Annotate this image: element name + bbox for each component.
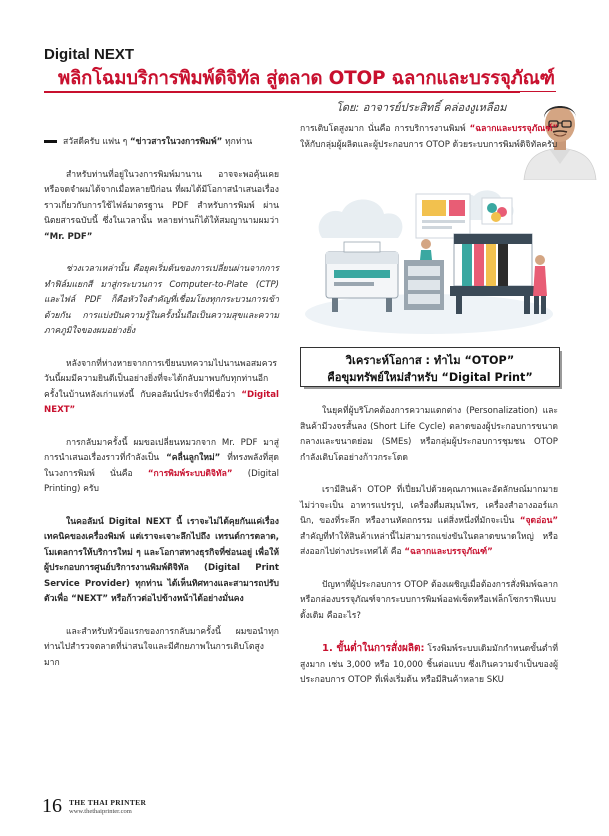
- paragraph-continued: [300, 122, 558, 153]
- box-frame: [300, 347, 560, 387]
- paragraph-mark: [44, 140, 57, 143]
- text: การเติบโตสูงมาก นั่นคือ การบริการงานพิมพ์: [300, 124, 470, 134]
- text-highlight: “การพิมพ์ระบบดิจิทัล”: [147, 468, 233, 479]
- paragraph-point-1: [300, 641, 558, 689]
- text-emphasis: “Mr. PDF”: [44, 231, 93, 242]
- section-label: Digital NEXT: [44, 46, 135, 63]
- print-shop-illustration: [304, 186, 554, 334]
- title-divider: [44, 91, 556, 93]
- text-highlight: “ฉลากและบรรจุภัณฑ์”: [469, 124, 558, 134]
- text: การกลับมาครั้งนี้ ผมขอเปลี่ยนหมวกจาก Mr. PDF มาสู่การนำเสนอเรื่องราวที่กำลังเป็น: [44, 437, 279, 463]
- text: เรามีสินค้า OTOP ที่เปี่ยมไปด้วยคุณภาพและอัตลักษณ์มากมาย ไม่ว่าจะเป็น อาหารแปรรูป, เครื่องดื่มสมุนไพร, เครื่องสำอางออร์แกนิก, ของที่ระลึก หรืองานหัตถกรรม แต่สิ่งหนึ่งที่มักจะเป็น: [300, 485, 558, 526]
- text-highlight: “ฉลากและบรรจุภัณฑ์”: [404, 547, 493, 557]
- subheading-line-1: วิเคราะห์โอกาส : ทำไม “OTOP”: [345, 354, 515, 367]
- author-byline: โดย: อาจารย์ประสิทธิ์ คล่องงูเหลือม: [336, 101, 507, 114]
- magazine-url: www.thethaiprinter.com: [69, 808, 132, 815]
- paragraph-intro: [44, 168, 279, 246]
- page-number: 16: [42, 795, 62, 817]
- paragraph-market: ในยุคที่ผู้บริโภคต้องการความแตกต่าง (Personalization) และสินค้ามีวงจรสั้นลง (Short Life Cycle) ตลาดของผู้ประกอบการขนาดกลางและขนาดย่อม (SMEs) หรือกลุ่มผู้ประกอบการชุมชน OTOP กำลังเติบโตอย่างก้าวกระโดด: [300, 406, 558, 463]
- text-highlight: “จุดอ่อน”: [519, 516, 558, 526]
- text-highlight: “Digital NEXT”: [44, 389, 279, 415]
- text: สำหรับท่านที่อยู่ในวงการพิมพ์มานาน อาจจะพอคุ้นเคยหรือจดจำผมได้จากเมื่อหลายปีก่อน ที่ผมได้มีโอกาสนำเสนอเรื่องราวเกี่ยวกับการใช้ไฟล์มาตรฐาน PDF สำหรับการพิมพ์ ผ่านนิตยสารฉบับนี้ ซึ่งในเวลานั้น หลายท่านก็ได้ให้สมญานามผมว่า: [44, 169, 279, 226]
- text: ที่ทรงพลังที่สุดในวงการพิมพ์ นั่นคือ: [44, 453, 279, 479]
- paragraph-history: ช่วงเวลาเหล่านั้น คือยุคเริ่มต้นของการเปลี่ยนผ่านจากการทำฟิล์มแยกสี มาสู่กระบวนการ Computer-to-Plate (CTP) และไฟล์ PDF ก็คือหัวใจสำคัญที่เชื่อมโยงทุกกระบวนการเข้าด้วยกัน การแบ่งปันความรู้ในครั้งนั้นถือเป็นความสุขและความภาคภูมิใจของผมอย่างยิ่ง: [44, 264, 279, 336]
- paragraph-greeting: [44, 135, 279, 151]
- text: ทุกท่าน: [222, 137, 253, 147]
- text-emphasis: “ข่าวสารในวงการพิมพ์”: [130, 137, 223, 147]
- subheading-line-2: คือขุมทรัพย์ใหม่สำหรับ “Digital Print”: [327, 371, 533, 384]
- text: หลังจากที่ห่างหายจากการเขียนบทความไปนานพอสมควร วันนี้ผมมีความยินดีเป็นอย่างยิ่งที่จะได้กลับมาพบกับทุกท่านอีกครั้งในบ้านหลังเก่าแห่งนี้ กับคอลัมน์ประจำที่มีชื่อว่า: [44, 358, 277, 400]
- text-emphasis: “คลื่นลูกใหม่”: [166, 453, 221, 463]
- text: ให้กับกลุ่มผู้ผลิตและผู้ประกอบการ OTOP ด้วยระบบการพิมพ์ดิจิทัลครับ: [300, 139, 558, 150]
- paragraph-return: [44, 357, 279, 419]
- paragraph-problem: ปัญหาที่ผู้ประกอบการ OTOP ต้องเผชิญเมื่อต้องการสั่งพิมพ์ฉลากหรือกล่องบรรจุภัณฑ์จากระบบการพิมพ์ออฟเซ็ตหรือเฟล็กโซกราฟีแบบดั้งเดิม คืออะไร?: [300, 579, 558, 621]
- article-title: พลิกโฉมบริการพิมพ์ดิจิทัล สู่ตลาด OTOP ฉลากและบรรจุภัณฑ์: [58, 68, 555, 89]
- paragraph-otop: [300, 483, 558, 561]
- text: สำคัญที่ทำให้สินค้าเหล่านี้ไม่สามารถแข่งขันในตลาดขนาดใหญ่ หรือส่งออกไปต่างประเทศได้ คือ: [300, 531, 558, 557]
- text: สวัสดีครับ แฟน ๆ: [63, 137, 131, 147]
- left-column: [44, 135, 279, 671]
- paragraph-column-intro: ในคอลัมน์ Digital NEXT นี้ เราจะไม่ได้คุยกันแค่เรื่องเทคนิคของเครื่องพิมพ์ แต่เราจะเจาะลึกไปถึง เทรนด์การตลาด, โมเดลการให้บริการใหม่ ๆ และโอกาสทางธุรกิจที่ซ่อนอยู่ เพื่อให้ผู้ประกอบการศูนย์บริการงานพิมพ์ดิจิทัล (Digital Print Service Provider) ทุกท่าน ได้เห็นทิศทางและสามารถปรับตัวเพื่อ “NEXT” หรือก้าวต่อไปข้างหน้าได้อย่างมั่นคง: [44, 516, 279, 604]
- point-heading: 1. ขั้นต่ำในการสั่งผลิต:: [322, 643, 425, 654]
- paragraph-first-topic: และสำหรับหัวข้อแรกของการกลับมาครั้งนี้ ผมขอนำทุกท่านไปสำรวจตลาดที่น่าสนใจและมีศักยภาพในการเติบโตสูงมาก: [44, 626, 279, 668]
- text: (Digital Printing) ครับ: [44, 468, 279, 494]
- subheading-box: [300, 345, 560, 387]
- text: โรงพิมพ์ระบบเดิมมักกำหนดขั้นต่ำที่สูงมาก เช่น 3,000 หรือ 10,000 ชิ้นต่อแบบ ซึ่งเกินความจำเป็นของผู้ประกอบการ OTOP ที่เพิ่งเริ่มต้น หรือมีสินค้าหลาย SKU: [300, 644, 558, 685]
- right-column-body: [300, 404, 558, 689]
- right-column-top: [300, 122, 558, 153]
- magazine-brand: THE THAI PRINTER: [69, 798, 147, 807]
- paragraph-digital: [44, 436, 279, 498]
